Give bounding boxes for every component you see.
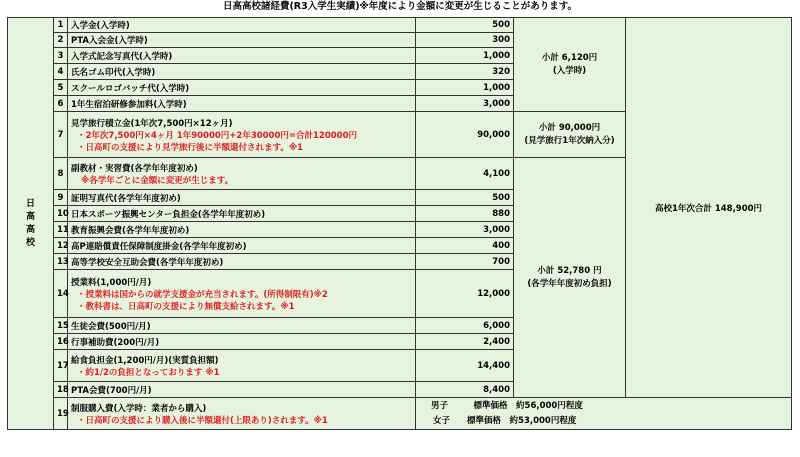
- row-number: 5: [54, 80, 68, 96]
- item-note: ・日高町の支援により購入後に半額還付(上限あり)されます。※1: [77, 415, 328, 426]
- item-name: PTA入会金(入学時): [68, 33, 416, 48]
- fees-table: [7, 17, 792, 430]
- item-amount: 500: [416, 190, 514, 206]
- item-name: 入学金(入学時): [68, 18, 416, 33]
- item-name: 証明写真代(各学年年度初め): [68, 190, 416, 206]
- subtotal-entry-amount: 小計 6,120円: [541, 52, 598, 63]
- row-number: 6: [54, 96, 68, 112]
- item-name: 1年生宿泊研修参加料(入学時): [68, 96, 416, 112]
- item-name: スクールロゴバッチ代(入学時): [68, 80, 416, 96]
- table-row: [8, 18, 792, 33]
- subtotal-trip-amount: 小計 90,000円: [538, 122, 601, 133]
- row-number: 14: [54, 270, 68, 318]
- item-label: 見学旅行積立金(1年次7,500円×12ヶ月): [71, 118, 233, 129]
- row-number: 12: [54, 238, 68, 254]
- item-amount: 8,400: [416, 382, 514, 398]
- row-number: 11: [54, 222, 68, 238]
- item-name: [68, 350, 416, 382]
- item-note: ・授業料は国からの就学支援金が充当されます。(所得制限有)※2: [77, 289, 328, 300]
- item-amount: 700: [416, 254, 514, 270]
- item-name: 行事補助費(200円/月): [68, 334, 416, 350]
- school-name-cell: [8, 18, 54, 430]
- grand-total: 高校1年次合計 148,900円: [626, 18, 792, 398]
- item-amount: 90,000: [416, 112, 514, 158]
- row-number: 8: [54, 158, 68, 190]
- subtotal-annual-note: (各学年年度初め負担): [527, 278, 612, 289]
- item-amount: 4,100: [416, 158, 514, 190]
- item-amount: 3,000: [416, 222, 514, 238]
- row-number: 13: [54, 254, 68, 270]
- item-name: [68, 398, 416, 430]
- item-name: 生徒会費(500円/月): [68, 318, 416, 334]
- subtotal-trip-note: (見学旅行1年次納入分): [524, 135, 615, 146]
- item-amount: 880: [416, 206, 514, 222]
- page-title: 日高高校諸経費(R3入学生実績)※年度により金額に変更が生じることがあります。: [222, 1, 578, 12]
- table-row: [8, 398, 792, 430]
- row-number: 18: [54, 382, 68, 398]
- item-name: [68, 112, 416, 158]
- row-number: 10: [54, 206, 68, 222]
- item-name: 高P連賠償責任保障制度掛金(各学年年度初め): [68, 238, 416, 254]
- uniform-female-price: 標準価格 約53,000円程度: [467, 415, 577, 426]
- item-amount: 2,400: [416, 334, 514, 350]
- item-amount: 320: [416, 64, 514, 80]
- item-amount: 1,000: [416, 80, 514, 96]
- item-name: 教育振興会費(各学年年度初め): [68, 222, 416, 238]
- item-name: 入学式記念写真代(入学時): [68, 48, 416, 64]
- item-note: ・約1/2の負担となっております ※1: [77, 367, 220, 378]
- uniform-female: [419, 414, 788, 429]
- item-name: 高等学校安全互助会費(各学年年度初め): [68, 254, 416, 270]
- row-number: 15: [54, 318, 68, 334]
- item-note: ※各学年ごとに金額に変更が生じます。: [81, 175, 234, 186]
- row-number: 19: [54, 398, 68, 430]
- item-label: 授業料(1,000円/月): [71, 277, 152, 288]
- item-label: 副教材・実習費(各学年年度初め): [71, 163, 198, 174]
- uniform-female-label: 女子: [433, 415, 451, 426]
- school-name: 日高高校: [25, 198, 35, 248]
- item-amount: 300: [416, 33, 514, 48]
- item-amount: 3,000: [416, 96, 514, 112]
- uniform-male-price: 標準価格 約56,000円程度: [473, 400, 583, 411]
- item-amount: 14,400: [416, 350, 514, 382]
- row-number: 1: [54, 18, 68, 33]
- item-note: ・教科書は、日高町の支援により無償支給されます。※1: [77, 301, 295, 312]
- item-name: PTA会費(700円/月): [68, 382, 416, 398]
- row-number: 17: [54, 350, 68, 382]
- item-name: 日本スポーツ振興センター負担金(各学年年度初め): [68, 206, 416, 222]
- row-number: 2: [54, 33, 68, 48]
- item-name: [68, 158, 416, 190]
- row-number: 9: [54, 190, 68, 206]
- item-note: ・日高町の支援により見学旅行後に半額還付されます。※1: [77, 142, 304, 153]
- row-number: 3: [54, 48, 68, 64]
- subtotal-entry-note: (入学時): [552, 65, 587, 76]
- row-number: 4: [54, 64, 68, 80]
- uniform-price-cell: [416, 398, 792, 430]
- uniform-male: [419, 399, 788, 414]
- row-number: 16: [54, 334, 68, 350]
- subtotal-trip: [514, 112, 626, 158]
- item-amount: 12,000: [416, 270, 514, 318]
- uniform-male-label: 男子: [431, 400, 449, 411]
- item-amount: 400: [416, 238, 514, 254]
- item-name: [68, 270, 416, 318]
- item-amount: 500: [416, 18, 514, 33]
- subtotal-annual: [514, 158, 626, 398]
- item-name: 氏名ゴム印代(入学時): [68, 64, 416, 80]
- item-note: ・2年次7,500円×4ヶ月 1年90000円+2年30000円=合計120000円: [77, 130, 357, 141]
- subtotal-entry: [514, 18, 626, 112]
- item-label: 制服購入費(入学時：業者から購入): [71, 403, 207, 414]
- item-amount: 1,000: [416, 48, 514, 64]
- row-number: 7: [54, 112, 68, 158]
- item-amount: 6,000: [416, 318, 514, 334]
- subtotal-annual-amount: 小計 52,780 円: [537, 265, 602, 276]
- item-label: 給食負担金(1,200円/月)(実質負担額): [71, 355, 219, 366]
